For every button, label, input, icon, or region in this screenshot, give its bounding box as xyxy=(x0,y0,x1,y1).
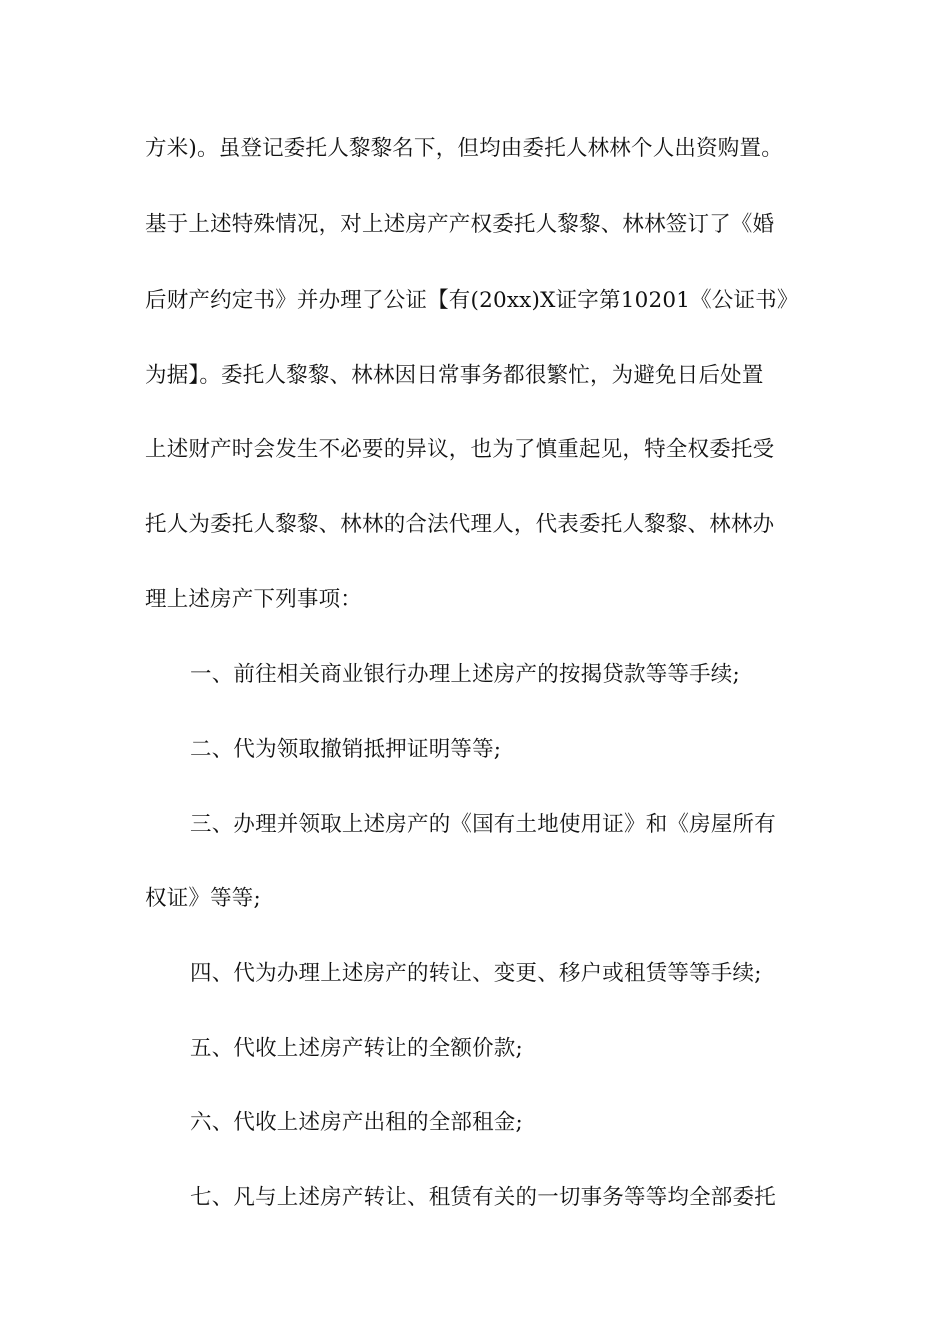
list-item: 五、代收上述房产转让的全额价款; xyxy=(190,1036,523,1061)
list-item: 二、代为领取撤销抵押证明等等; xyxy=(190,737,502,762)
paragraph-line: 基于上述特殊情况，对上述房产产权委托人黎黎、林林签订了《婚 xyxy=(145,212,775,237)
list-item: 七、凡与上述房产转让、租赁有关的一切事务等等均全部委托 xyxy=(190,1185,776,1210)
list-item: 六、代收上述房产出租的全部租金; xyxy=(190,1110,523,1135)
list-item: 三、办理并领取上述房产的《国有土地使用证》和《房屋所有 xyxy=(190,812,776,837)
paragraph-line: 方米)。虽登记委托人黎黎名下，但均由委托人林林个人出资购置。 xyxy=(145,136,783,161)
paragraph-line: 为据】。委托人黎黎、林林因日常事务都很繁忙，为避免日后处置 xyxy=(145,363,764,388)
paragraph-line: 后财产约定书》并办理了公证【有(20xx)X证字第10201《公证书》 xyxy=(145,288,799,313)
paragraph-line: 理上述房产下列事项： xyxy=(145,587,363,612)
paragraph-line: 上述财产时会发生不必要的异议，也为了慎重起见，特全权委托受 xyxy=(145,437,775,462)
list-item-continuation: 权证》等等; xyxy=(145,886,261,911)
list-item: 四、代为办理上述房产的转让、变更、移户或租赁等等手续; xyxy=(190,961,762,986)
list-item: 一、前往相关商业银行办理上述房产的按揭贷款等等手续; xyxy=(190,662,740,687)
paragraph-line: 托人为委托人黎黎、林林的合法代理人，代表委托人黎黎、林林办 xyxy=(145,512,775,537)
